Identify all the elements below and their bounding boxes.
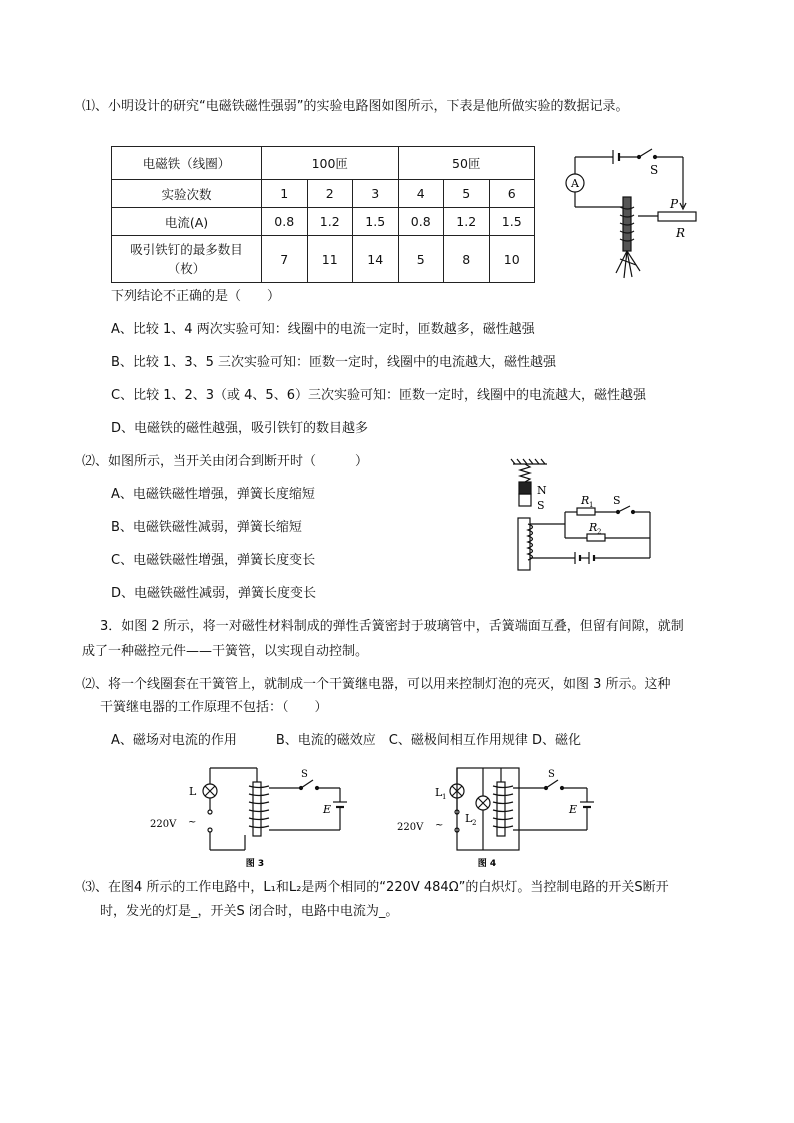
fig3-lamp-label: L	[189, 785, 197, 798]
q2-option-a: A、电磁铁磁性增强，弹簧长度缩短	[111, 487, 315, 502]
switch-label: S	[650, 163, 659, 177]
table-cell: 1.5	[489, 208, 535, 236]
fig4-voltage-label: 220V	[397, 822, 424, 833]
q2-switch-label: S	[613, 494, 621, 507]
north-pole-label: N	[537, 484, 547, 497]
table-header-label: 电磁铁（线圈）	[112, 147, 262, 180]
q2-option-c: C、电磁铁磁性增强，弹簧长度变长	[111, 553, 316, 568]
row-label-current: 电流(A)	[112, 208, 262, 236]
table-cell: 6	[489, 180, 535, 208]
table-cell: 14	[353, 236, 399, 283]
r2-subscript: 2	[597, 528, 602, 536]
q2-option-d: D、电磁铁磁性减弱，弹簧长度变长	[111, 586, 317, 601]
r1-label: R	[581, 494, 590, 507]
figure-4	[395, 760, 615, 870]
q3-sub3-line2: 时，发光的灯是_，开关S 闭合时，电路中电流为_。	[100, 904, 399, 919]
table-header-50: 50匝	[398, 147, 535, 180]
fig4-lamp2-label: L	[465, 812, 473, 825]
q1-circuit-figure	[558, 145, 708, 290]
q1-option-c: C、比较 1、2、3（或 4、5、6）三次实验可知：匝数一定时，线圈中的电流越大，磁性越强	[111, 388, 646, 403]
q3-sub2-line1: ⑵、将一个线圈套在干簧管上，就制成一个干簧继电器，可以用来控制灯泡的亮灭，如图 3 所示。这种	[82, 677, 671, 692]
fig3-source-label: E	[323, 803, 332, 816]
q2-question: ⑵、如图所示，当开关由闭合到断开时（ ）	[82, 454, 369, 469]
r1-subscript: 1	[589, 501, 594, 509]
fig4-caption: 图 4	[477, 859, 497, 869]
q1-option-b: B、比较 1、3、5 三次实验可知：匝数一定时，线圈中的电流越大，磁性越强	[111, 355, 556, 370]
q3-intro-line1: 3．如图 2 所示，将一对磁性材料制成的弹性舌簧密封于玻璃管中，舌簧端面互叠，但留有间隙，就制	[100, 619, 684, 634]
table-cell: 4	[398, 180, 444, 208]
fig3-caption: 图 3	[245, 859, 265, 869]
row-label-nails	[112, 236, 262, 283]
q3-sub2-line2: 干簧继电器的工作原理不包括：（ ）	[100, 700, 328, 715]
table-cell: 0.8	[398, 208, 444, 236]
fig3-ac-symbol: ~	[188, 817, 197, 828]
table-cell: 1.2	[307, 208, 353, 236]
table-header-100: 100匝	[262, 147, 399, 180]
fig4-lamp1-subscript: 1	[442, 793, 447, 801]
table-cell: 11	[307, 236, 353, 283]
table-cell: 1.5	[353, 208, 399, 236]
ammeter-label: A	[571, 177, 579, 190]
table-cell: 5	[398, 236, 444, 283]
slider-label: P	[670, 197, 679, 211]
r2-label: R	[589, 521, 598, 534]
q1-intro: ⑴、小明设计的研究“电磁铁磁性强弱”的实验电路图如图所示，下表是他所做实验的数据记录。	[82, 99, 629, 114]
row-label-nails-line1: 吸引铁钉的最多数目	[130, 242, 243, 257]
q3-sub3-line1: ⑶、在图4 所示的工作电路中，L₁和L₂是两个相同的“220V 484Ω”的白炽灯。当控制电路的开关S断开	[82, 880, 669, 895]
table-cell: 3	[353, 180, 399, 208]
q3-intro-line2: 成了一种磁控元件——干簧管，以实现自动控制。	[82, 644, 369, 659]
south-pole-label: S	[537, 499, 545, 512]
fig4-source-label: E	[569, 803, 578, 816]
fig4-lamp1-label: L	[435, 786, 443, 799]
table-cell: 8	[444, 236, 490, 283]
table-cell: 5	[444, 180, 490, 208]
fig3-voltage-label: 220V	[150, 819, 177, 830]
q2-circuit-figure	[505, 458, 665, 573]
figure-3	[145, 760, 365, 870]
q2-option-b: B、电磁铁磁性减弱，弹簧长缩短	[111, 520, 302, 535]
rheostat-label: R	[676, 226, 686, 240]
row-label-nails-line2: （枚）	[167, 261, 206, 276]
table-cell: 7	[262, 236, 308, 283]
q1-question: 下列结论不正确的是（ ）	[111, 289, 281, 304]
table-cell: 1	[262, 180, 308, 208]
data-table	[111, 146, 535, 283]
fig4-lamp2-subscript: 2	[472, 819, 477, 827]
q1-option-d: D、电磁铁的磁性越强，吸引铁钉的数目越多	[111, 421, 369, 436]
q3-sub2-options: A、磁场对电流的作用 B、电流的磁效应 C、磁极间相互作用规律 D、磁化	[111, 733, 582, 748]
fig4-ac-symbol: ~	[435, 820, 444, 831]
q1-option-a: A、比较 1、4 两次实验可知：线圈中的电流一定时，匝数越多，磁性越强	[111, 322, 535, 337]
table-cell: 0.8	[262, 208, 308, 236]
table-cell: 10	[489, 236, 535, 283]
fig3-switch-label: S	[301, 769, 308, 780]
table-cell: 2	[307, 180, 353, 208]
row-label-trial: 实验次数	[112, 180, 262, 208]
table-cell: 1.2	[444, 208, 490, 236]
fig4-switch-label: S	[548, 769, 555, 780]
